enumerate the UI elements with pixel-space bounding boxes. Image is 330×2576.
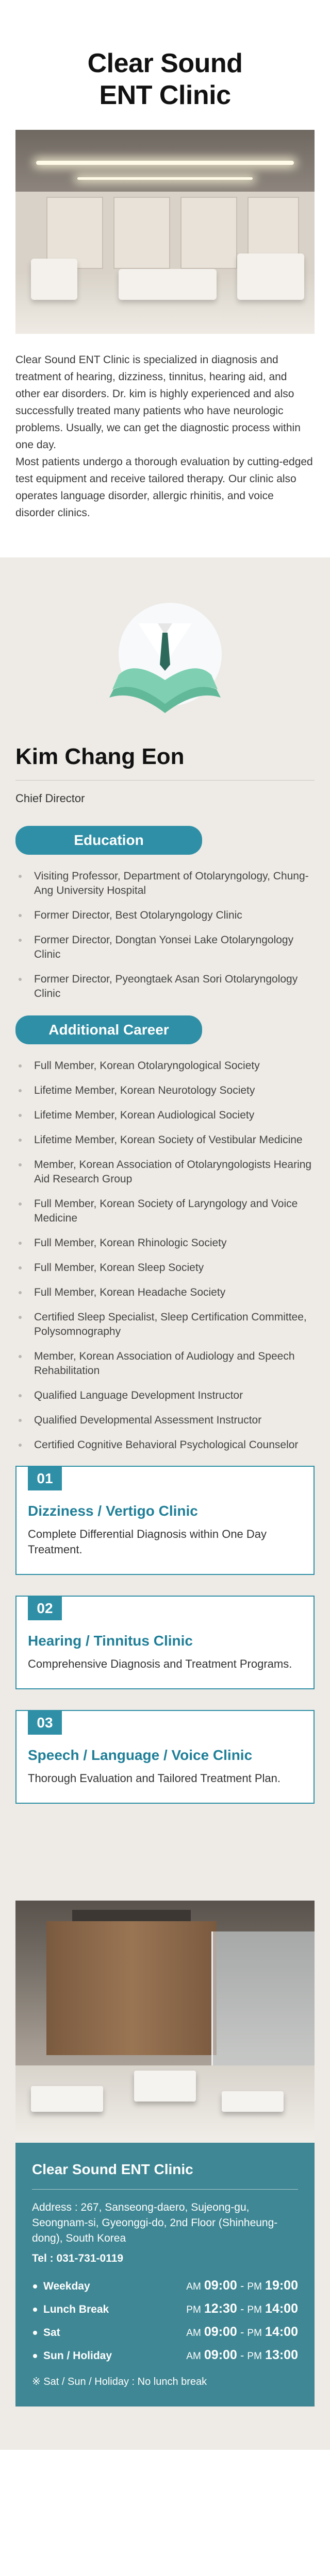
intro-section — [0, 0, 330, 557]
list-item: Member, Korean Association of Audiology and Speech Rehabilitation — [15, 1349, 315, 1378]
list-item: Certified Cognitive Behavioral Psychological Counselor — [15, 1438, 315, 1452]
intro-paragraph-1: Clear Sound ENT Clinic is specialized in diagnosis and treatment of hearing, dizziness, tinnitus, hearing aid, and other ear disorders. Dr. kim is highly experienced and also successfully treated many patients who have neurologic problems. Usually, we can get the diagnostic process within one day. — [15, 354, 301, 451]
list-item: Qualified Developmental Assessment Instructor — [15, 1413, 315, 1428]
hours-time: AM 09:00 - PM 13:00 — [186, 2348, 298, 2362]
intro-paragraph-2: Most patients undergo a thorough evaluation by cutting-edged test equipment and receive tailored therapy. Our clinic also operates language disorder, allergic rhinitis, and voice disorder clinics. — [15, 456, 313, 519]
career-heading: Additional Career — [15, 1015, 202, 1044]
card-title: Dizziness / Vertigo Clinic — [28, 1503, 198, 1519]
list-item: Former Director, Pyeongtaek Asan Sori Otolaryngology Clinic — [15, 972, 315, 1001]
list-item: Member, Korean Association of Otolaryngologists Hearing Aid Research Group — [15, 1158, 315, 1187]
title-line-2: ENT Clinic — [99, 80, 231, 110]
clinic-card-dizziness — [15, 1466, 315, 1575]
list-item: Visiting Professor, Department of Otolaryngology, Chung-Ang University Hospital — [15, 869, 315, 898]
education-heading: Education — [15, 826, 202, 855]
card-title: Speech / Language / Voice Clinic — [28, 1747, 253, 1763]
doctor-portrait — [98, 603, 232, 726]
hours-row-sun — [32, 2348, 298, 2363]
education-list — [0, 855, 330, 1001]
hours-time: AM 09:00 - PM 14:00 — [186, 2325, 298, 2339]
clinic-interior-photo — [15, 130, 315, 334]
clinic-details — [15, 2143, 315, 2406]
card-number: 01 — [28, 1467, 62, 1490]
card-description: Thorough Evaluation and Tailored Treatment Plan. — [28, 1772, 281, 1785]
list-item: Full Member, Korean Society of Laryngology and Voice Medicine — [15, 1197, 315, 1226]
clinic-address: Address : 267, Sanseong-daero, Sujeong-gu, Seongnam-si, Gyeonggi-do, 2nd Floor (Shinheung-dong), South Korea — [32, 2201, 278, 2244]
hours-label: Lunch Break — [32, 2303, 145, 2316]
card-number: 02 — [28, 1597, 62, 1620]
clinic-name: Clear Sound ENT Clinic — [32, 2161, 298, 2190]
hours-label: Sun / Holiday — [32, 2350, 145, 2362]
hours-row-sat — [32, 2325, 298, 2340]
title-line-1: Clear Sound — [87, 48, 243, 78]
clinic-info-section — [0, 1901, 330, 2450]
list-item: Lifetime Member, Korean Audiological Society — [15, 1108, 315, 1123]
clinic-card-speech — [15, 1710, 315, 1804]
doctor-section — [0, 557, 330, 1835]
list-item: Full Member, Korean Headache Society — [15, 1285, 315, 1300]
hours-note: ※ Sat / Sun / Holiday : No lunch break — [32, 2376, 207, 2387]
list-item: Qualified Language Development Instructor — [15, 1388, 315, 1403]
list-item: Full Member, Korean Rhinologic Society — [15, 1236, 315, 1250]
clinic-entrance-photo — [15, 1901, 315, 2143]
doctor-role: Chief Director — [15, 792, 85, 805]
clinic-phone[interactable]: Tel : 031-731-0119 — [32, 2252, 124, 2264]
card-number: 03 — [28, 1711, 62, 1735]
page-title — [0, 47, 330, 111]
hours-row-weekday — [32, 2278, 298, 2293]
hours-time: AM 09:00 - PM 19:00 — [186, 2278, 298, 2293]
list-item: Former Director, Dongtan Yonsei Lake Otolaryngology Clinic — [15, 933, 315, 962]
list-item: Lifetime Member, Korean Society of Vestibular Medicine — [15, 1133, 315, 1147]
clinic-card-hearing — [15, 1596, 315, 1689]
intro-description — [0, 351, 330, 521]
card-title: Hearing / Tinnitus Clinic — [28, 1633, 193, 1649]
section-spacer — [0, 1835, 330, 1901]
hours-label: Sat — [32, 2327, 145, 2339]
hours-label: Weekday — [32, 2280, 145, 2293]
list-item: Full Member, Korean Sleep Society — [15, 1261, 315, 1275]
list-item: Lifetime Member, Korean Neurotology Society — [15, 1083, 315, 1098]
career-list — [0, 1044, 330, 1452]
card-description: Comprehensive Diagnosis and Treatment Programs. — [28, 1657, 292, 1670]
card-description: Complete Differential Diagnosis within One Day Treatment. — [28, 1528, 267, 1556]
doctor-name: Kim Chang Eon — [15, 726, 315, 781]
list-item: Full Member, Korean Otolaryngological Society — [15, 1059, 315, 1073]
list-item: Former Director, Best Otolaryngology Clinic — [15, 908, 315, 923]
hours-time: PM 12:30 - PM 14:00 — [186, 2301, 298, 2316]
list-item: Certified Sleep Specialist, Sleep Certification Committee, Polysomnography — [15, 1310, 315, 1339]
hours-row-lunch — [32, 2301, 298, 2316]
